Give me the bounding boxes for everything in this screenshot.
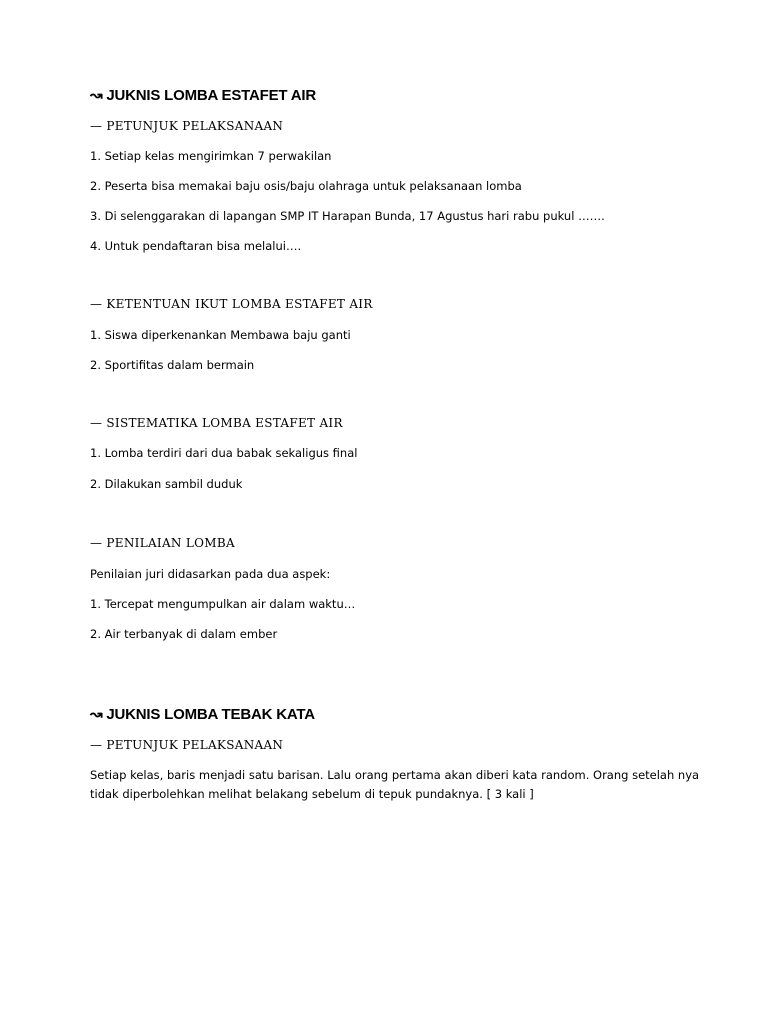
list-item: 1. Lomba terdiri dari dua babak sekaligus final xyxy=(90,446,358,460)
section-title-text: JUKNIS LOMBA ESTAFET AIR xyxy=(106,87,317,104)
section-title-tebak-kata xyxy=(90,706,315,724)
list-item: 2. Dilakukan sambil duduk xyxy=(90,477,243,491)
list-item: 1. Siswa diperkenankan Membawa baju ganti xyxy=(90,328,351,342)
heading-sistematika: — SISTEMATIKA LOMBA ESTAFET AIR xyxy=(90,416,343,430)
heading-ketentuan: — KETENTUAN IKUT LOMBA ESTAFET AIR xyxy=(90,297,373,311)
heading-penilaian: — PENILAIAN LOMBA xyxy=(90,536,235,550)
list-item: 2. Peserta bisa memakai baju osis/baju olahraga untuk pelaksanaan lomba xyxy=(90,179,522,193)
section-title-text: JUKNIS LOMBA TEBAK KATA xyxy=(106,706,315,723)
heading-petunjuk-pelaksanaan: — PETUNJUK PELAKSANAAN xyxy=(90,738,284,752)
heading-petunjuk-pelaksanaan: — PETUNJUK PELAKSANAAN xyxy=(90,119,284,133)
list-item: 3. Di selenggarakan di lapangan SMP IT Harapan Bunda, 17 Agustus hari rabu pukul ……. xyxy=(90,209,605,223)
wave-arrow-icon: ↝ xyxy=(90,706,103,723)
list-item: 1. Setiap kelas mengirimkan 7 perwakilan xyxy=(90,149,332,163)
list-item: 1. Tercepat mengumpulkan air dalam waktu… xyxy=(90,597,356,611)
list-item: 4. Untuk pendaftaran bisa melalui…. xyxy=(90,239,302,253)
section-title-estafet-air xyxy=(90,87,316,105)
paragraph-tebak-kata: Setiap kelas, baris menjadi satu barisan. Lalu orang pertama akan diberi kata random. Orang setelah nya tidak diperbolehkan melihat belakang sebelum di tepuk pundaknya. [ 3 kali ] xyxy=(90,768,700,801)
wave-arrow-icon: ↝ xyxy=(90,87,103,104)
list-item: 2. Sportifitas dalam bermain xyxy=(90,358,255,372)
penilaian-intro: Penilaian juri didasarkan pada dua aspek: xyxy=(90,567,331,581)
list-item: 2. Air terbanyak di dalam ember xyxy=(90,627,278,641)
